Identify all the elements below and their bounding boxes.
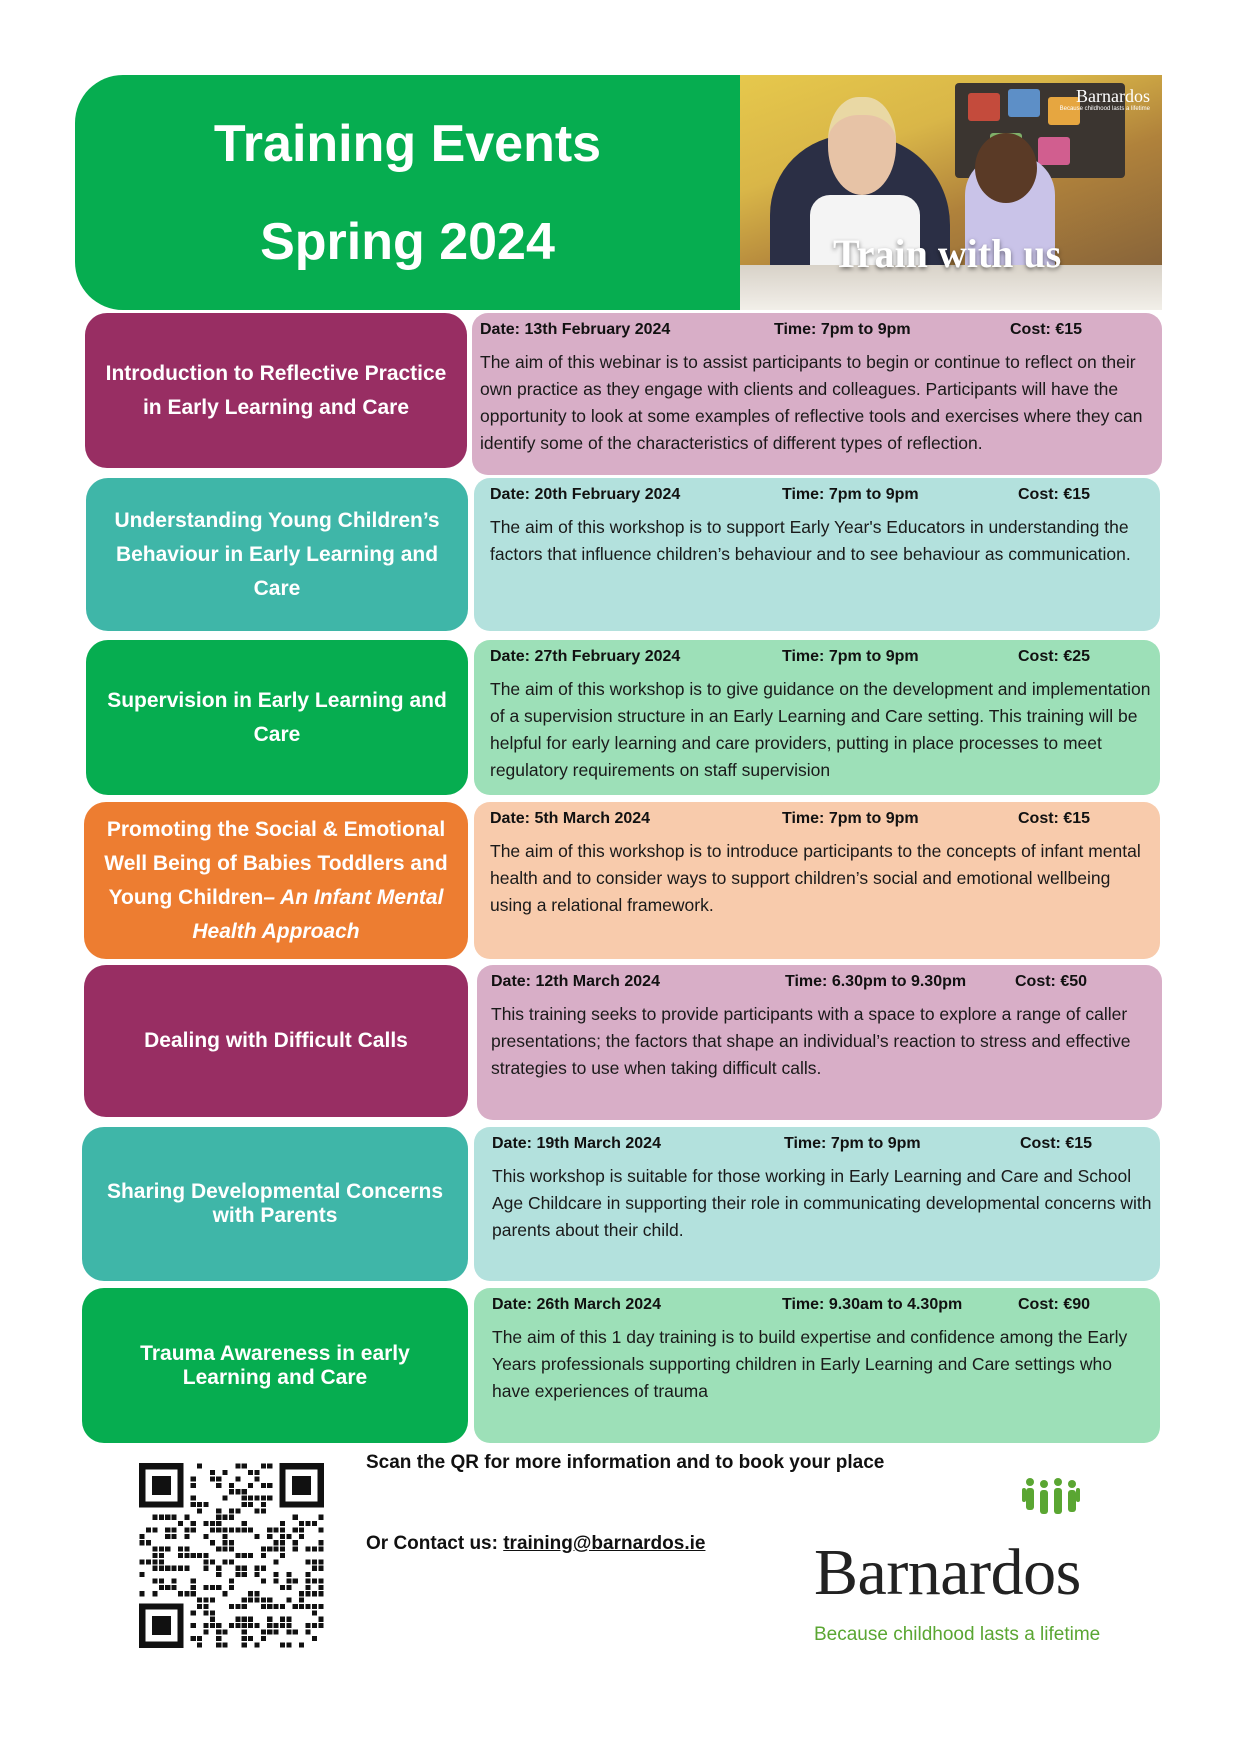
event-time: Time: 7pm to 9pm: [782, 486, 919, 503]
event-cost: Cost: €15: [1018, 486, 1091, 503]
photo-tagline: Train with us: [833, 231, 1062, 276]
event-date: Date: 20th February 2024: [490, 486, 681, 503]
event-date: Date: 26th March 2024: [492, 1296, 661, 1313]
event-title: Understanding Young Children’s Behaviour in Early Learning and Care: [114, 508, 440, 600]
event-time: Time: 7pm to 9pm: [774, 321, 911, 338]
photo-wall-art: [1038, 137, 1070, 165]
event-detail-box: [472, 313, 1162, 475]
event-cost: Cost: €25: [1018, 648, 1091, 665]
event-title-box: [86, 640, 468, 795]
event-detail-box: [477, 965, 1162, 1120]
event-cost: Cost: €15: [1018, 810, 1091, 827]
header-banner: [75, 75, 1162, 310]
event-meta: [480, 319, 1154, 341]
event-time: Time: 9.30am to 4.30pm: [782, 1296, 963, 1313]
event-detail-box: [474, 1127, 1160, 1281]
event-title: Sharing Developmental Concerns with Parents: [106, 1180, 444, 1227]
event-title: Dealing with Difficult Calls: [144, 1029, 408, 1052]
event-description: The aim of this 1 day training is to build expertise and confidence among the Early Years professionals supporting children in Early Learning and Care settings who have experiences of trauma: [492, 1327, 1128, 1401]
contact-line: [366, 1533, 705, 1555]
event-time: Time: 6.30pm to 9.30pm: [785, 973, 967, 990]
event-meta: [482, 646, 1152, 668]
event-title-box: [84, 965, 468, 1117]
barnardos-logo-name: Barnardos: [814, 1536, 1081, 1609]
qr-code[interactable]: [139, 1463, 324, 1648]
event-meta: [485, 971, 1154, 993]
photo-wall-art: [1008, 89, 1040, 117]
event-title-box: [85, 313, 467, 468]
header-photo: [740, 75, 1162, 310]
page-title: Training Events: [213, 114, 602, 173]
barnardos-logo-tagline: Because childhood lasts a lifetime: [814, 1624, 1101, 1645]
event-description: The aim of this workshop is to introduce participants to the concepts of infant mental health and to consider ways to support children’s social and emotional wellbeing using a relational framework.: [490, 841, 1141, 915]
event-date: Date: 13th February 2024: [480, 321, 671, 338]
event-title-wrap: [96, 813, 456, 949]
event-date: Date: 5th March 2024: [490, 810, 651, 827]
barnardos-people-icon: [1020, 1476, 1082, 1526]
event-title: Introduction to Reflective Practice in Early Learning and Care: [105, 361, 447, 419]
event-description: The aim of this workshop is to support Early Year's Educators in understanding the factors that influence children’s behaviour and to see behaviour as communication.: [490, 517, 1131, 564]
event-cost: Cost: €50: [1015, 973, 1088, 990]
event-title-italic: – An Infant Mental Health Approach: [192, 885, 444, 943]
event-description: This training seeks to provide participants with a space to explore a range of caller presentations; the factors that shape an individual’s reaction to stress and effective strategies to use when taking difficult calls.: [491, 1004, 1131, 1078]
event-title-box: [86, 478, 468, 631]
contact-label: Or Contact us:: [366, 1533, 504, 1554]
event-meta: [482, 808, 1152, 830]
event-title: Promoting the Social & Emotional Well Being of Babies Toddlers and Young Children: [104, 817, 448, 909]
event-time: Time: 7pm to 9pm: [782, 648, 919, 665]
event-title-box: [84, 802, 468, 959]
event-meta: [482, 1133, 1152, 1155]
event-detail-box: [474, 478, 1160, 631]
scan-instruction: Scan the QR for more information and to book your place: [366, 1452, 885, 1473]
event-detail-box: [474, 640, 1160, 795]
event-date: Date: 27th February 2024: [490, 648, 681, 665]
event-detail-box: [474, 802, 1160, 959]
page-subtitle: Spring 2024: [260, 212, 555, 271]
event-meta: [482, 1294, 1152, 1316]
event-title: Trauma Awareness in early Learning and Care: [140, 1341, 410, 1389]
event-description: The aim of this workshop is to give guidance on the development and implementation of a supervision structure in an Early Learning and Care setting. This training will be helpful for early learning and care providers, putting in place processes to meet regulatory requirements on staff supervision: [490, 679, 1151, 780]
event-title-box: [82, 1127, 468, 1281]
header-title-block: [75, 75, 740, 310]
event-detail-box: [474, 1288, 1160, 1443]
event-title: Supervision in Early Learning and Care: [107, 688, 447, 746]
event-date: Date: 12th March 2024: [491, 973, 660, 990]
event-cost: Cost: €15: [1010, 321, 1083, 338]
event-time: Time: 7pm to 9pm: [784, 1135, 921, 1152]
photo-brand-logo: Barnardos Because childhood lasts a lifetime: [1059, 86, 1150, 112]
event-description: The aim of this webinar is to assist participants to begin or continue to reflect on their own practice as they engage with clients and colleagues. Participants will have the opportunity to look at some examples of reflective tools and exercises where they can identify some of the characteristics of different types of reflection.: [480, 352, 1143, 453]
event-meta: [482, 484, 1152, 506]
event-title-box: [82, 1288, 468, 1443]
event-cost: Cost: €15: [1020, 1135, 1093, 1152]
event-cost: Cost: €90: [1018, 1296, 1091, 1313]
photo-child-head: [975, 133, 1037, 203]
event-date: Date: 19th March 2024: [492, 1135, 661, 1152]
photo-wall-art: [968, 93, 1000, 121]
event-description: This workshop is suitable for those working in Early Learning and Care and School Age Childcare in supporting their role in communicating developmental concerns with parents about their child.: [492, 1166, 1152, 1240]
contact-email-link[interactable]: training@barnardos.ie: [503, 1533, 706, 1554]
event-time: Time: 7pm to 9pm: [782, 810, 919, 827]
photo-adult-head: [828, 97, 896, 195]
